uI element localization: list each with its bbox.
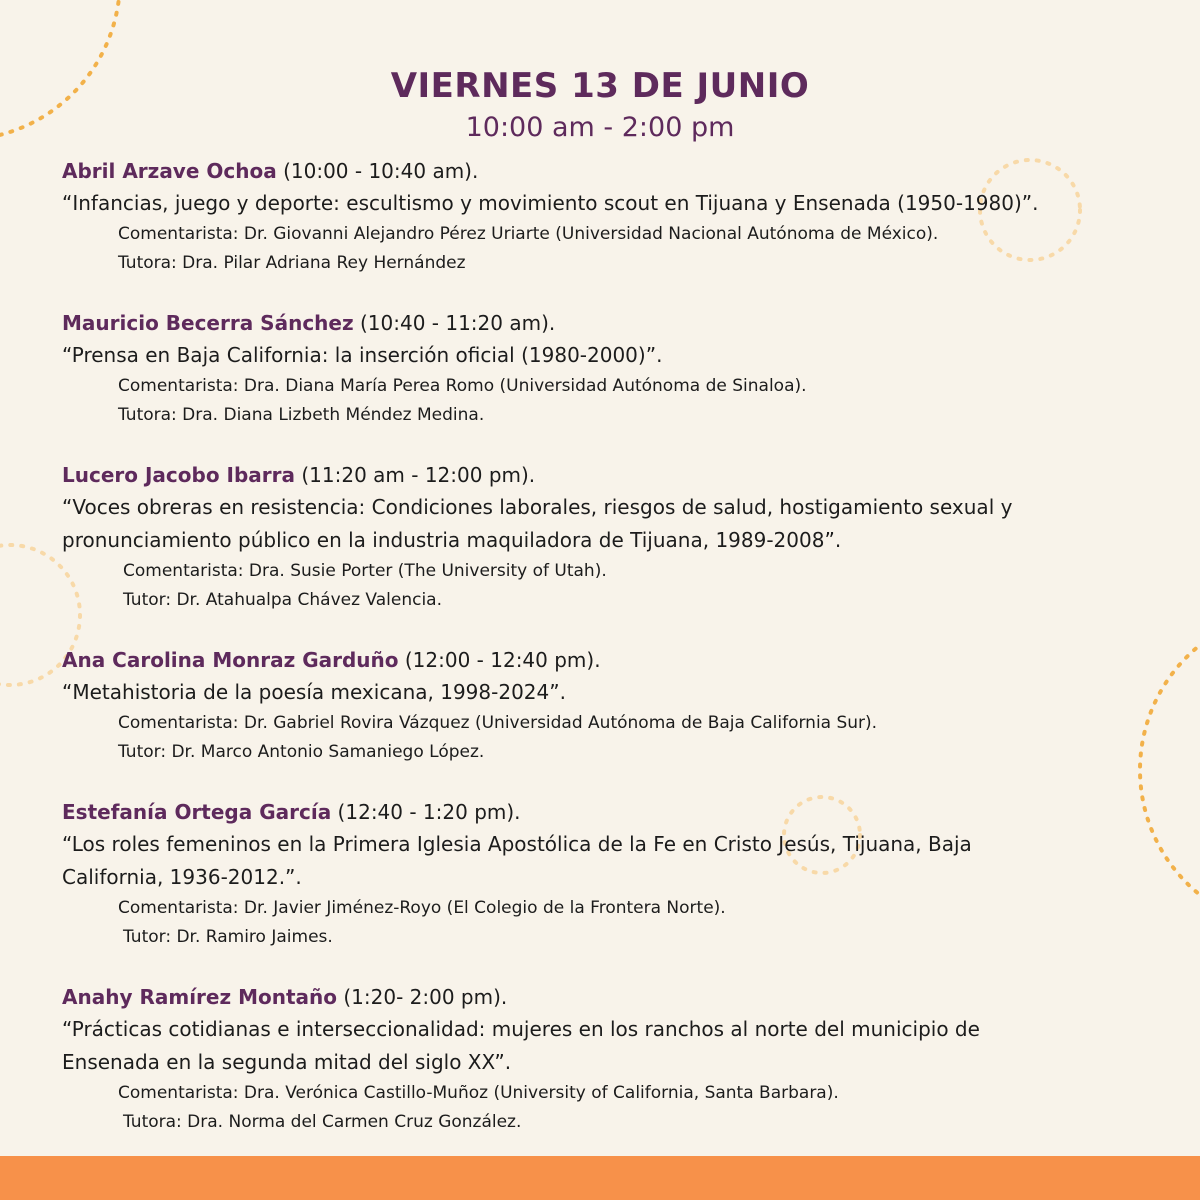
session-heading <box>62 645 1172 676</box>
page-time-range: 10:00 am - 2:00 pm <box>465 112 735 143</box>
speaker-name: Mauricio Becerra Sánchez <box>62 311 354 335</box>
session-time: (11:20 am - 12:00 pm). <box>295 463 536 487</box>
talk-title: pronunciamiento público en la industria maquiladora de Tijuana, 1989-2008”. <box>62 528 842 552</box>
tutor: Tutora: Dra. Diana Lizbeth Méndez Medina. <box>118 405 485 425</box>
commentator: Comentarista: Dr. Gabriel Rovira Vázquez (Universidad Autónoma de Baja California Sur). <box>118 713 878 733</box>
commentator: Comentarista: Dra. Susie Porter (The University of Utah). <box>123 561 607 581</box>
session-time: (1:20- 2:00 pm). <box>337 985 508 1009</box>
tutor: Tutor: Dr. Ramiro Jaimes. <box>123 927 333 947</box>
session-time: (10:00 - 10:40 am). <box>276 159 479 183</box>
session-heading <box>62 460 1172 491</box>
footer-bar <box>0 1156 1200 1200</box>
commentator: Comentarista: Dr. Javier Jiménez-Royo (El Colegio de la Frontera Norte). <box>118 898 726 918</box>
session-item <box>62 308 1172 430</box>
session-time: (12:40 - 1:20 pm). <box>331 800 521 824</box>
speaker-name: Lucero Jacobo Ibarra <box>62 463 295 487</box>
commentator: Comentarista: Dra. Verónica Castillo-Muñoz (University of California, Santa Barbara). <box>118 1083 839 1103</box>
tutor: Tutora: Dra. Norma del Carmen Cruz González. <box>123 1112 522 1132</box>
talk-title: California, 1936-2012.”. <box>62 865 302 889</box>
speaker-name: Ana Carolina Monraz Garduño <box>62 648 399 672</box>
session-time: (10:40 - 11:20 am). <box>353 311 556 335</box>
commentator: Comentarista: Dr. Giovanni Alejandro Pérez Uriarte (Universidad Nacional Autónoma de México). <box>118 224 939 244</box>
talk-title: “Voces obreras en resistencia: Condiciones laborales, riesgos de salud, hostigamiento sexual y <box>62 495 1013 519</box>
speaker-name: Estefanía Ortega García <box>62 800 332 824</box>
speaker-name: Abril Arzave Ochoa <box>62 159 277 183</box>
talk-title: “Metahistoria de la poesía mexicana, 1998-2024”. <box>62 680 566 704</box>
talk-title: “Los roles femeninos en la Primera Iglesia Apostólica de la Fe en Cristo Jesús, Tijuana, Baja <box>62 832 972 856</box>
session-heading <box>62 797 1172 828</box>
session-item <box>62 982 1172 1137</box>
session-heading <box>62 308 1172 339</box>
tutor: Tutora: Dra. Pilar Adriana Rey Hernández <box>118 253 466 273</box>
session-item <box>62 460 1172 615</box>
session-item <box>62 156 1172 278</box>
program-list <box>62 156 1172 1167</box>
speaker-name: Anahy Ramírez Montaño <box>62 985 337 1009</box>
talk-title: “Prácticas cotidianas e interseccionalidad: mujeres en los ranchos al norte del municipio de <box>62 1017 980 1041</box>
talk-title: “Infancias, juego y deporte: escultismo y movimiento scout en Tijuana y Ensenada (1950-1980)”. <box>62 191 1039 215</box>
tutor: Tutor: Dr. Atahualpa Chávez Valencia. <box>123 590 442 610</box>
session-time: (12:00 - 12:40 pm). <box>398 648 601 672</box>
header <box>0 62 1200 146</box>
page-title: VIERNES 13 DE JUNIO <box>390 66 810 106</box>
talk-title: “Prensa en Baja California: la inserción oficial (1980-2000)”. <box>62 343 663 367</box>
session-item <box>62 645 1172 767</box>
session-item <box>62 797 1172 952</box>
tutor: Tutor: Dr. Marco Antonio Samaniego López. <box>118 742 485 762</box>
talk-title: Ensenada en la segunda mitad del siglo XX”. <box>62 1050 512 1074</box>
session-heading <box>62 156 1172 187</box>
commentator: Comentarista: Dra. Diana María Perea Romo (Universidad Autónoma de Sinaloa). <box>118 376 807 396</box>
session-heading <box>62 982 1172 1013</box>
